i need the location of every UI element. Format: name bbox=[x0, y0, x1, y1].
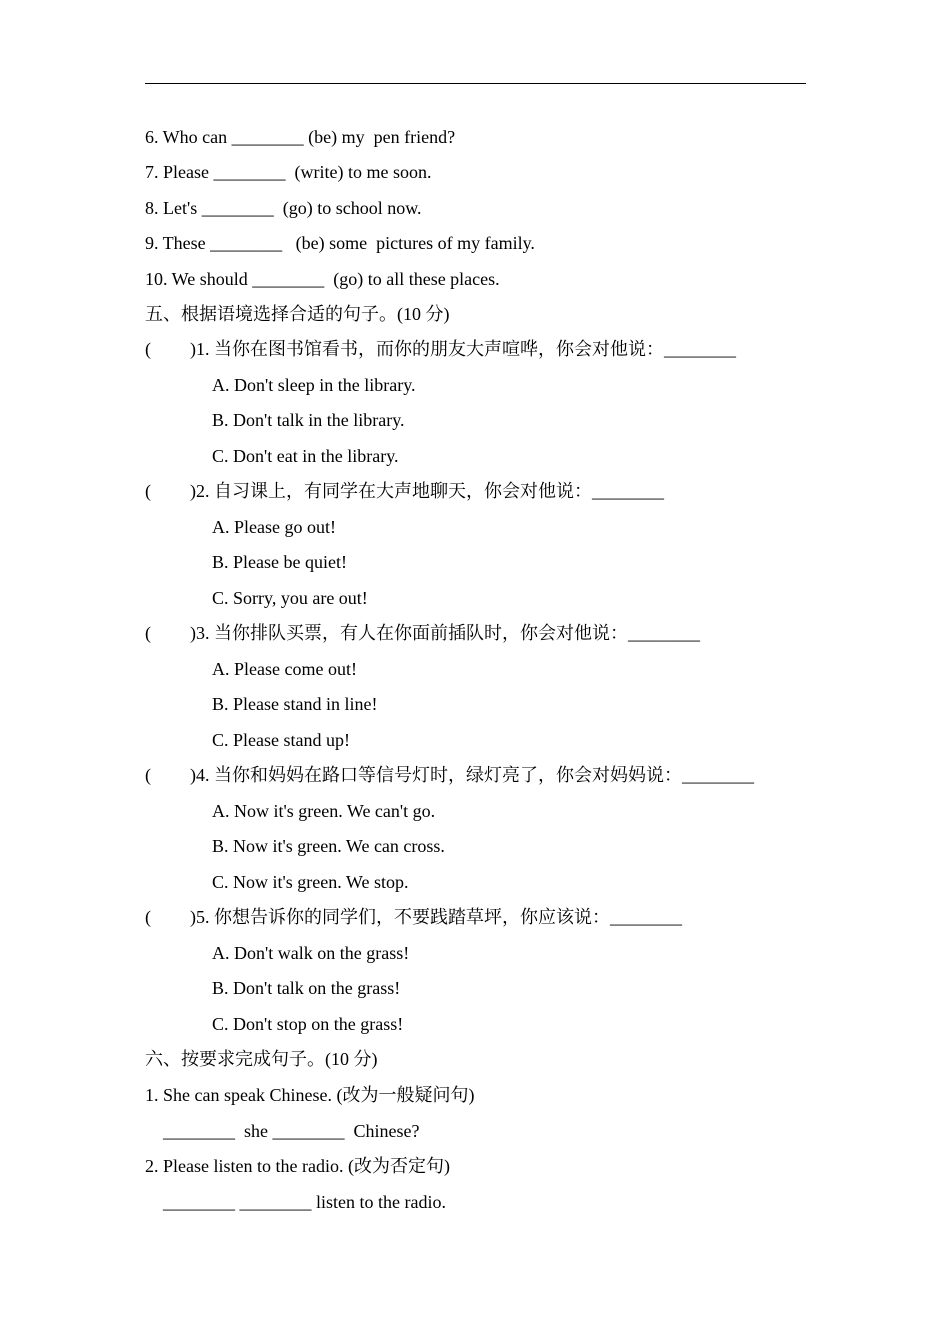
section6-title: 六、按要求完成句子。(10 分) bbox=[145, 1049, 378, 1069]
fill-in-item-10: 10. We should ________ (go) to all these places. bbox=[145, 269, 500, 289]
question-stem: )2. 自习课上，有同学在大声地聊天，你会对他说：________ bbox=[190, 481, 664, 501]
q3-option-b: B. Please stand in line! bbox=[212, 694, 378, 714]
section6-item-1-answer: ________ she ________ Chinese? bbox=[163, 1121, 420, 1141]
section5-question-4 bbox=[145, 764, 754, 786]
q4-option-a: A. Now it's green. We can't go. bbox=[212, 801, 436, 821]
fill-in-item-6: 6. Who can ________ (be) my pen friend? bbox=[145, 127, 456, 147]
q5-option-c: C. Don't stop on the grass! bbox=[212, 1014, 404, 1034]
q3-option-c: C. Please stand up! bbox=[212, 730, 350, 750]
section5-question-5 bbox=[145, 906, 682, 928]
q4-option-c: C. Now it's green. We stop. bbox=[212, 872, 409, 892]
fill-in-item-8: 8. Let's ________ (go) to school now. bbox=[145, 198, 422, 218]
fill-in-item-9: 9. These ________ (be) some pictures of my family. bbox=[145, 233, 535, 253]
section5-title: 五、根据语境选择合适的句子。(10 分) bbox=[145, 304, 450, 324]
q2-option-c: C. Sorry, you are out! bbox=[212, 588, 368, 608]
q1-option-a: A. Don't sleep in the library. bbox=[212, 375, 416, 395]
fill-in-item-7: 7. Please ________ (write) to me soon. bbox=[145, 162, 432, 182]
question-stem: )3. 当你排队买票，有人在你面前插队时，你会对他说：________ bbox=[190, 623, 700, 643]
question-stem: )1. 当你在图书馆看书，而你的朋友大声喧哗，你会对他说：________ bbox=[190, 339, 736, 359]
answer-paren: ( bbox=[145, 907, 151, 927]
question-stem: )4. 当你和妈妈在路口等信号灯时，绿灯亮了，你会对妈妈说：________ bbox=[190, 765, 754, 785]
q2-option-a: A. Please go out! bbox=[212, 517, 336, 537]
section5-question-2 bbox=[145, 480, 664, 502]
q5-option-a: A. Don't walk on the grass! bbox=[212, 943, 410, 963]
answer-paren: ( bbox=[145, 481, 151, 501]
q3-option-a: A. Please come out! bbox=[212, 659, 357, 679]
section6-item-1-prompt: 1. She can speak Chinese. (改为一般疑问句) bbox=[145, 1085, 475, 1105]
answer-paren: ( bbox=[145, 623, 151, 643]
answer-paren: ( bbox=[145, 765, 151, 785]
q2-option-b: B. Please be quiet! bbox=[212, 552, 347, 572]
section6-item-2-answer: ________ ________ listen to the radio. bbox=[163, 1192, 446, 1212]
q1-option-c: C. Don't eat in the library. bbox=[212, 446, 399, 466]
q5-option-b: B. Don't talk on the grass! bbox=[212, 978, 401, 998]
section5-question-1 bbox=[145, 338, 736, 360]
answer-paren: ( bbox=[145, 339, 151, 359]
q4-option-b: B. Now it's green. We can cross. bbox=[212, 836, 445, 856]
header-rule bbox=[145, 83, 806, 84]
question-stem: )5. 你想告诉你的同学们，不要践踏草坪，你应该说：________ bbox=[190, 907, 682, 927]
section5-question-3 bbox=[145, 622, 700, 644]
section6-item-2-prompt: 2. Please listen to the radio. (改为否定句) bbox=[145, 1156, 450, 1176]
q1-option-b: B. Don't talk in the library. bbox=[212, 410, 405, 430]
